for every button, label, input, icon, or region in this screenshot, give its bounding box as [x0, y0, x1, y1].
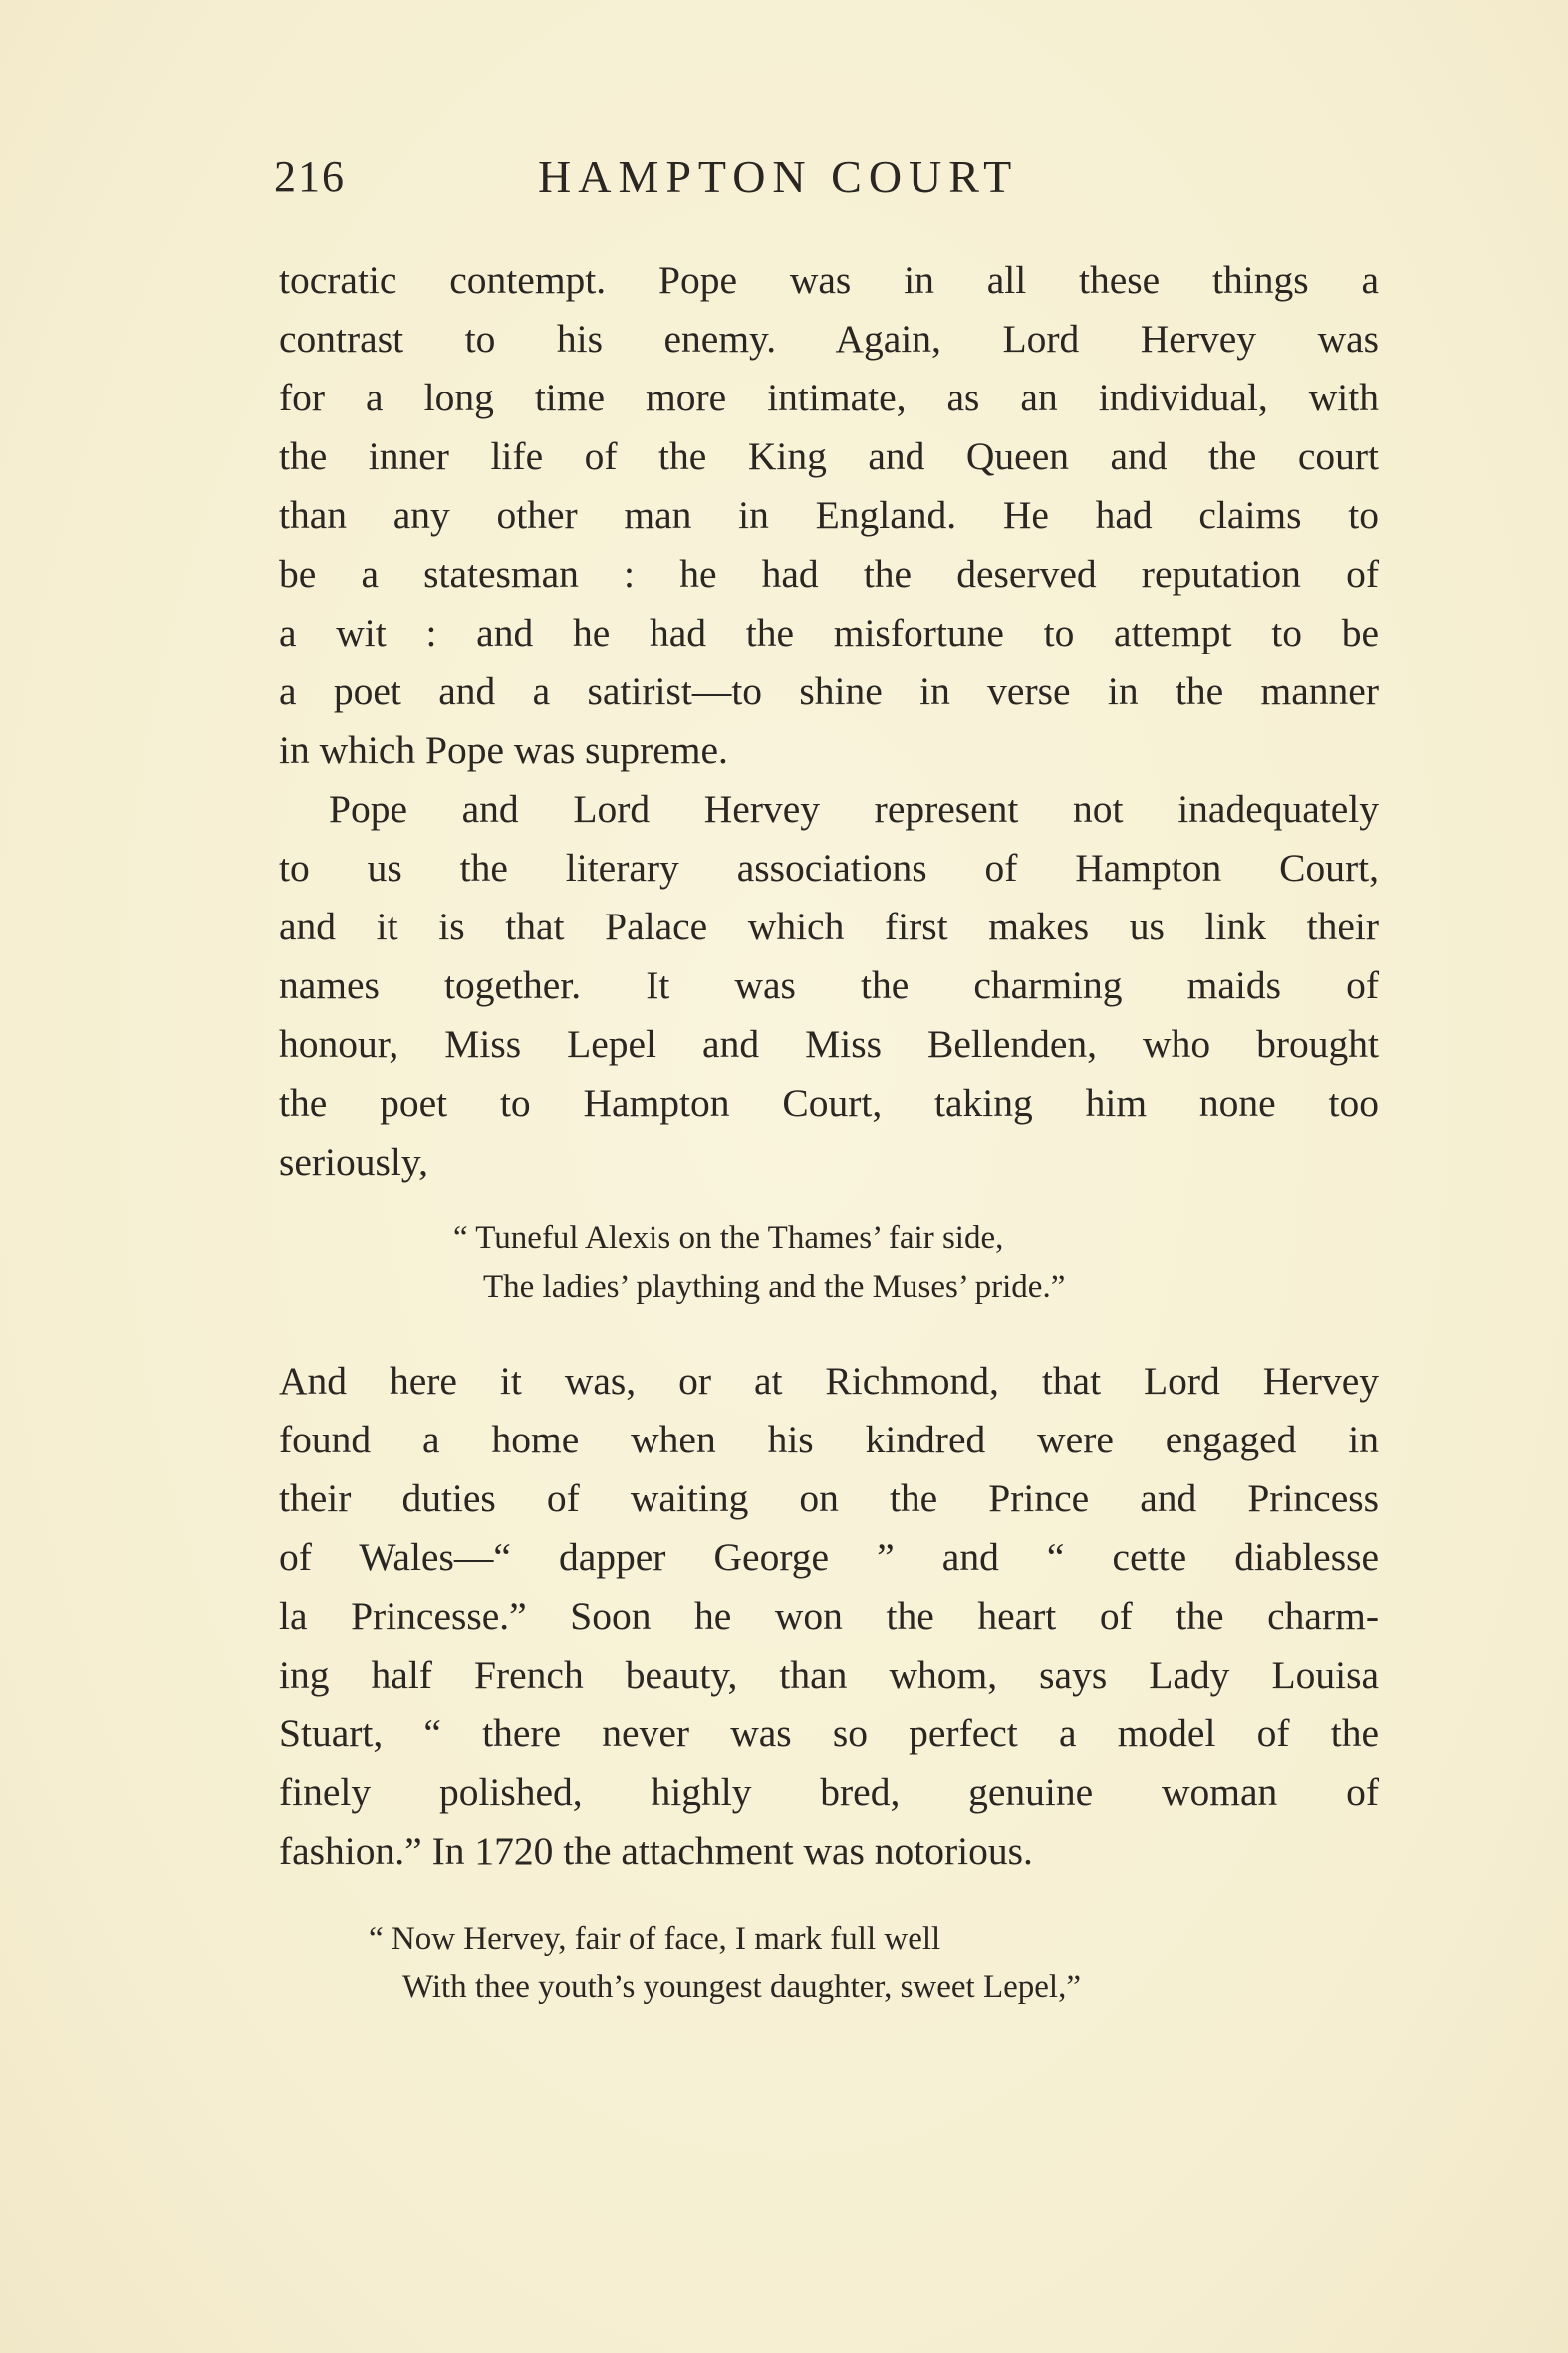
text-line: tocratic contempt. Pope was in all these things a — [279, 258, 1379, 302]
text-line: and it is that Palace which first makes us link their — [279, 905, 1379, 948]
text-line: a poet and a satirist—to shine in verse in the manner — [279, 669, 1379, 713]
text-line: seriously, — [279, 1140, 428, 1183]
verse-line: The ladies’ plaything and the Muses’ pride.” — [483, 1269, 1066, 1305]
text-line: in which Pope was supreme. — [279, 728, 728, 772]
text-line: for a long time more intimate, as an individual, with — [279, 376, 1379, 419]
verse-line: “ Now Hervey, fair of face, I mark full well — [369, 1921, 941, 1957]
text-line: la Princesse.” Soon he won the heart of the charm- — [279, 1594, 1379, 1638]
running-head: HAMPTON COURT — [538, 151, 1019, 202]
text-line: finely polished, highly bred, genuine woman of — [279, 1770, 1379, 1814]
text-line: found a home when his kindred were engaged in — [279, 1418, 1379, 1461]
text-line: than any other man in England. He had claims to — [279, 493, 1379, 537]
text-line: ing half French beauty, than whom, says Lady Louisa — [279, 1653, 1379, 1697]
verse-line: “ Tuneful Alexis on the Thames’ fair side, — [453, 1220, 1004, 1256]
page-header — [274, 147, 1370, 207]
verse-line: With thee youth’s youngest daughter, sweet Lepel,” — [402, 1969, 1081, 2005]
page-number: 216 — [274, 152, 346, 201]
text-line: Stuart, “ there never was so perfect a model of the — [279, 1711, 1379, 1755]
text-line: contrast to his enemy. Again, Lord Hervey was — [279, 317, 1379, 361]
text-line: to us the literary associations of Hampton Court, — [279, 846, 1379, 890]
verse-quotation-1 — [453, 1214, 1065, 1312]
text-line: the poet to Hampton Court, taking him none too — [279, 1081, 1379, 1125]
paragraph-3 — [279, 1352, 1379, 1881]
text-line: And here it was, or at Richmond, that Lord Hervey — [279, 1359, 1379, 1403]
text-line: be a statesman : he had the deserved reputation of — [279, 552, 1379, 596]
text-line: names together. It was the charming maids of — [279, 963, 1379, 1007]
text-line: honour, Miss Lepel and Miss Bellenden, who brought — [279, 1022, 1379, 1066]
text-line: a wit : and he had the misfortune to attempt to be — [279, 611, 1379, 654]
paragraph-1 — [279, 251, 1379, 1191]
text-line: Pope and Lord Hervey represent not inadequately — [329, 787, 1379, 831]
text-line: the inner life of the King and Queen and the court — [279, 434, 1379, 478]
text-line: fashion.” In 1720 the attachment was notorious. — [279, 1829, 1033, 1873]
verse-quotation-2 — [369, 1915, 1081, 2012]
text-line: of Wales—“ dapper George ” and “ cette diablesse — [279, 1535, 1379, 1579]
text-line: their duties of waiting on the Prince and Princess — [279, 1476, 1379, 1520]
